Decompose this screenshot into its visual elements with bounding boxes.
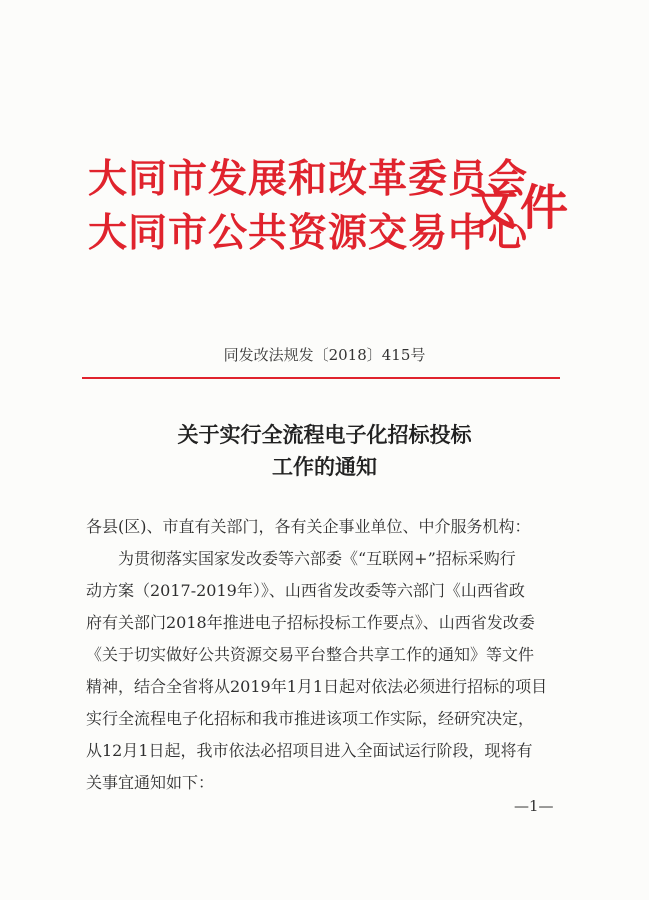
paragraph-line: 府有关部门2018年推进电子招标投标工作要点》、山西省发改委 xyxy=(86,613,535,632)
issuer-name-1: 大同市发展和改革委员会 xyxy=(88,156,529,202)
paragraph-line: 动方案（2017-2019年）》、山西省发改委等六部门《山西省政 xyxy=(86,581,525,600)
document-number: 同发改法规发〔2018〕415号 xyxy=(223,346,426,364)
page-title-line-2: 工作的通知 xyxy=(272,454,377,479)
document-type: 文件 xyxy=(470,180,571,236)
red-divider xyxy=(82,377,560,379)
page-number: —1— xyxy=(514,797,554,815)
page-title-line-1: 关于实行全流程电子化招标投标 xyxy=(177,422,472,447)
salutation: 各县(区)、市直有关部门，各有关企事业单位、中介服务机构： xyxy=(86,517,531,536)
issuer-name-2: 大同市公共资源交易中心 xyxy=(88,210,529,256)
paragraph-line: 为贯彻落实国家发改委等六部委《“互联网+”招标采购行 xyxy=(118,549,516,568)
paragraph-line: 精神，结合全省将从2019年1月1日起对依法必须进行招标的项目 xyxy=(86,677,548,696)
paragraph-line: 《关于切实做好公共资源交易平台整合共享工作的通知》等文件 xyxy=(86,645,535,664)
paragraph-line: 关事宜通知如下： xyxy=(86,773,215,792)
paragraph-line: 实行全流程电子化招标和我市推进该项工作实际，经研究决定， xyxy=(86,709,535,728)
paragraph-line: 从12月1日起，我市依法必招项目进入全面试运行阶段，现将有 xyxy=(86,741,533,760)
